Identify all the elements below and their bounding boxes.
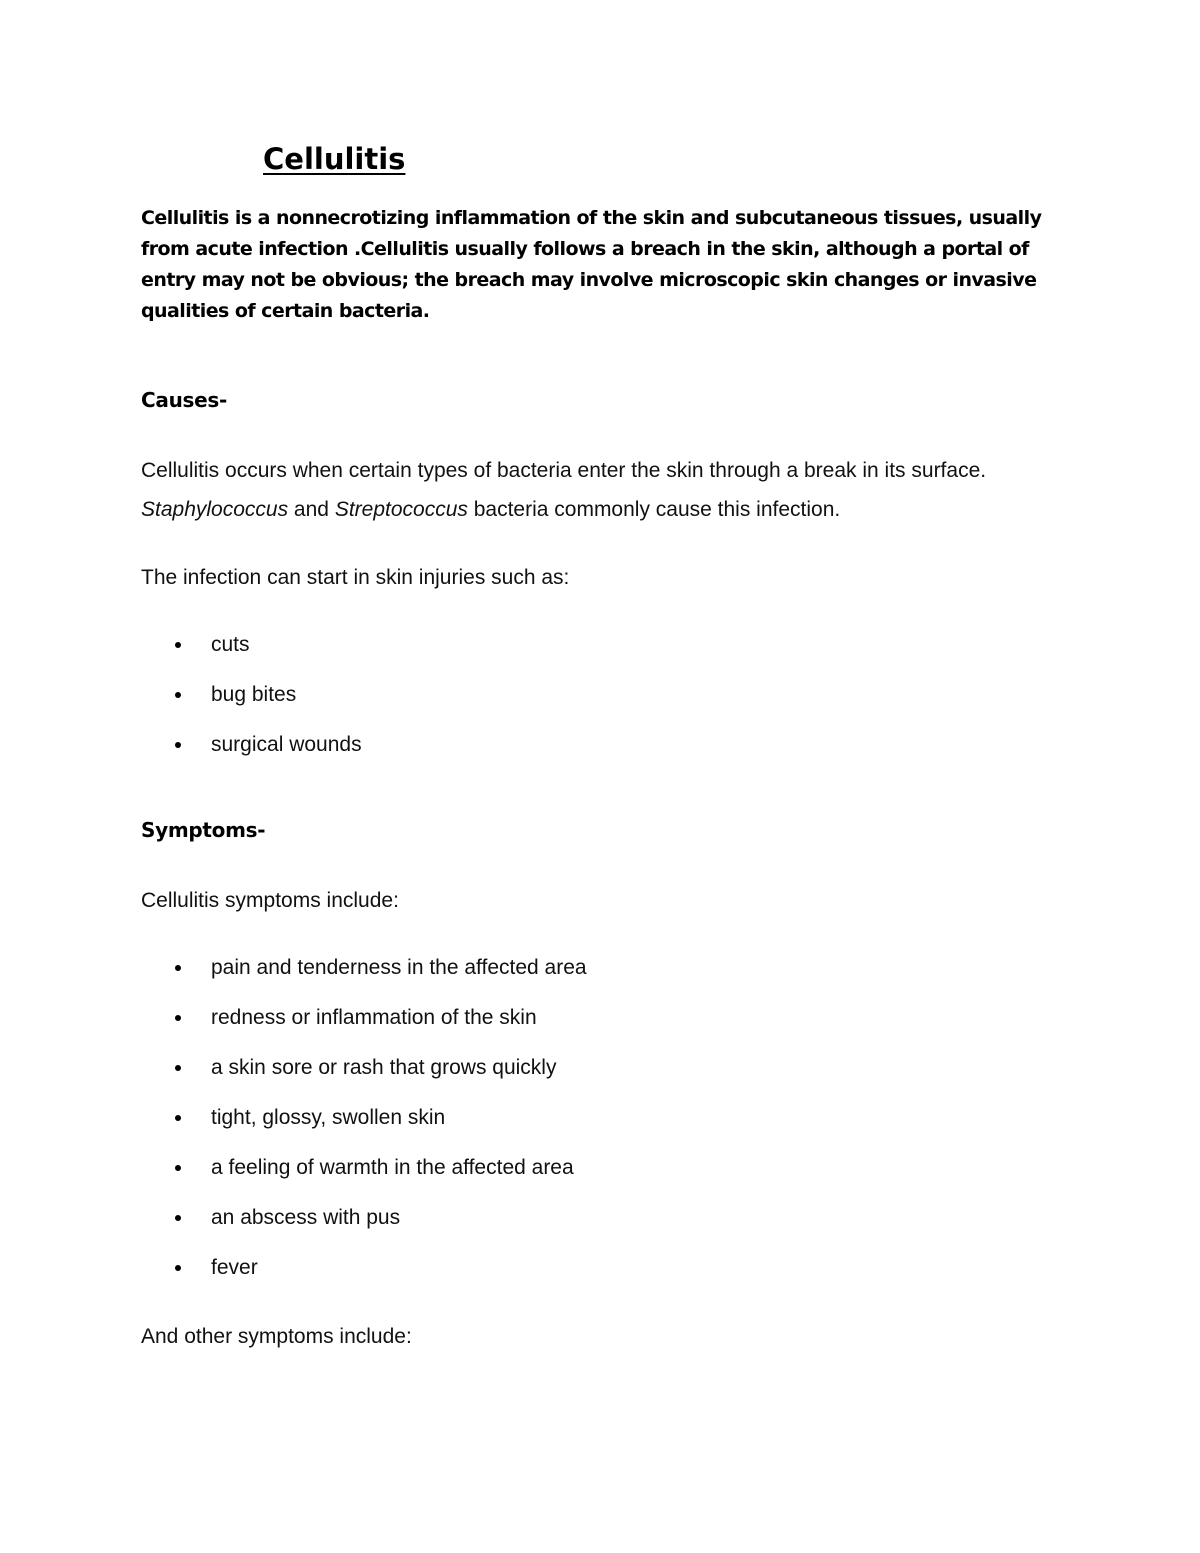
list-item: surgical wounds	[141, 733, 362, 783]
bullet-icon	[175, 692, 181, 698]
bullet-icon	[175, 1165, 181, 1171]
symptoms-list	[141, 956, 587, 1306]
bacteria-name-streptococcus: Streptococcus	[334, 498, 468, 521]
causes-text-a: Cellulitis occurs when certain types of bacteria enter the skin through a break in its surface.	[141, 459, 987, 482]
bullet-icon	[175, 1265, 181, 1271]
causes-text-c: bacteria commonly cause this infection.	[467, 498, 841, 521]
list-item: bug bites	[141, 683, 362, 733]
bullet-icon	[175, 965, 181, 971]
injuries-list	[141, 633, 362, 783]
bullet-icon	[175, 742, 181, 748]
list-item: an abscess with pus	[141, 1206, 587, 1256]
other-symptoms-intro: And other symptoms include:	[141, 1325, 412, 1348]
bullet-icon	[175, 1115, 181, 1121]
list-item: fever	[141, 1256, 587, 1306]
list-item: tight, glossy, swollen skin	[141, 1106, 587, 1156]
list-item: redness or inflammation of the skin	[141, 1006, 587, 1056]
list-item: cuts	[141, 633, 362, 683]
bacteria-name-staphylococcus: Staphylococcus	[141, 498, 289, 521]
causes-heading: Causes-	[141, 388, 227, 412]
symptoms-heading: Symptoms-	[141, 818, 266, 842]
injuries-intro: The infection can start in skin injuries such as:	[141, 566, 570, 589]
bullet-icon	[175, 642, 181, 648]
list-item: a feeling of warmth in the affected area	[141, 1156, 587, 1206]
causes-text-b: and	[288, 498, 335, 521]
list-item: pain and tenderness in the affected area	[141, 956, 587, 1006]
page-title: Cellulitis	[263, 142, 406, 176]
symptoms-intro: Cellulitis symptoms include:	[141, 889, 399, 912]
bullet-icon	[175, 1015, 181, 1021]
bullet-icon	[175, 1215, 181, 1221]
list-item: a skin sore or rash that grows quickly	[141, 1056, 587, 1106]
causes-paragraph	[141, 451, 1071, 529]
bullet-icon	[175, 1065, 181, 1071]
intro-paragraph: Cellulitis is a nonnecrotizing inflammation of the skin and subcutaneous tissues, usually from acute infection .Cellulitis usually follows a breach in the skin, although a portal of entry may not be obvious; the breach may involve microscopic skin changes or invasive qualities of certain bacteria.	[141, 207, 1042, 322]
